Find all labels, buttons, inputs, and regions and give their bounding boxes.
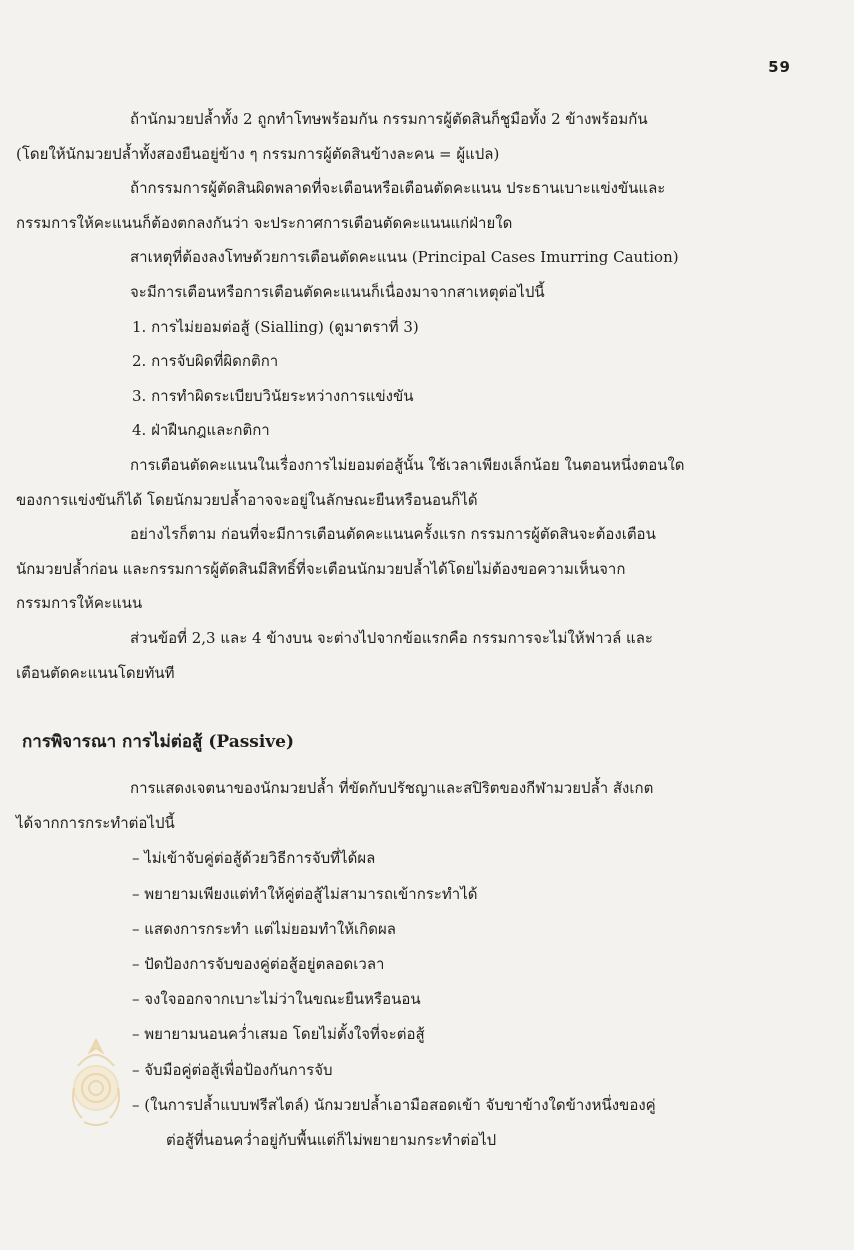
text-line: ถ้ากรรมการผู้ตัดสินผิดพลาดที่จะเตือนหรือเตือนตัดคะแนน ประธานเบาะแข่งขันและ [130,179,666,198]
text-line: (โดยให้นักมวยปล้ำทั้งสองยืนอยู่ข้าง ๆ กรรมการผู้ตัดสินข้างละคน = ผู้แปล) [16,144,500,163]
text-line: ส่วนข้อที่ 2,3 และ 4 ข้างบน จะต่างไปจากข้อแรกคือ กรรมการจะไม่ให้ฟาวล์ และ [130,629,653,647]
text-line: – พยายามนอนคว่ำเสมอ โดยไม่ตั้งใจที่จะต่อสู้ [132,1025,425,1044]
text-line: ต่อสู้ที่นอนคว่ำอยู่กับพื้นแต่ก็ไม่พยายามกระทำต่อไป [166,1131,497,1149]
text-line: – พยายามเพียงแต่ทำให้คู่ต่อสู้ไม่สามารถเข้ากระทำได้ [132,884,478,903]
text-line: เตือนตัดคะแนนโดยทันที [16,663,175,682]
text-line: – แสดงการกระทำ แต่ไม่ยอมทำให้เกิดผล [132,919,396,938]
text-line: – จงใจออกจากเบาะไม่ว่าในขณะยืนหรือนอน [132,990,421,1009]
text-line: ถ้านักมวยปล้ำทั้ง 2 ถูกทำโทษพร้อมกัน กรรมการผู้ตัดสินก็ชูมือทั้ง 2 ข้างพร้อมกัน [130,110,648,128]
text-line: อย่างไรก็ตาม ก่อนที่จะมีการเตือนตัดคะแนนครั้งแรก กรรมการผู้ตัดสินจะต้องเตือน [130,525,656,544]
text-line: 1. การไม่ยอมต่อสู้ (Sialling) (ดูมาตราที่ 3) [132,317,419,336]
text-line: จะมีการเตือนหรือการเตือนตัดคะแนนก็เนื่องมาจากสาเหตุต่อไปนี้ [130,283,545,301]
text-line: – ไม่เข้าจับคู่ต่อสู้ด้วยวิธีการจับที่ได้ผล [132,849,376,868]
page-number: 59 [768,58,791,76]
watermark-seal-icon [64,1036,128,1128]
text-line: กรรมการให้คะแนนก็ต้องตกลงกันว่า จะประกาศการเตือนตัดคะแนนแก่ฝ่ายใด [16,213,513,232]
section-heading: การพิจารณา การไม่ต่อสู้ (Passive) [22,732,295,752]
text-line: 4. ฝ่าฝืนกฎและกติกา [132,421,270,440]
text-line: 2. การจับผิดที่ผิดกติกา [132,352,279,371]
text-line: – (ในการปล้ำแบบฟรีสไตล์) นักมวยปล้ำเอามือสอดเข้า จับขาข้างใดข้างหนึ่งของคู่ [132,1095,656,1114]
text-line: สาเหตุที่ต้องลงโทษด้วยการเตือนตัดคะแนน (Principal Cases Imurring Caution) [130,248,679,267]
text-line: การแสดงเจตนาของนักมวยปล้ำ ที่ขัดกับปรัชญาและสปิริตของกีฬามวยปล้ำ สังเกต [130,779,654,797]
text-line: การเตือนตัดคะแนนในเรื่องการไม่ยอมต่อสู้นั้น ใช้เวลาเพียงเล็กน้อย ในตอนหนึ่งตอนใด [130,456,685,474]
text-line: นักมวยปล้ำก่อน และกรรมการผู้ตัดสินมีสิทธิ์ที่จะเตือนนักมวยปล้ำได้โดยไม่ต้องขอความเห็นจาก [16,559,626,578]
text-line: ได้จากการกระทำต่อไปนี้ [16,814,175,833]
text-line: กรรมการให้คะแนน [16,594,143,613]
text-line: 3. การทำผิดระเบียบวินัยระหว่างการแข่งขัน [132,386,414,405]
text-line: – ปัดป้องการจับของคู่ต่อสู้อยู่ตลอดเวลา [132,955,385,973]
text-line: ของการแข่งขันก็ได้ โดยนักมวยปล้ำอาจจะอยู่ในลักษณะยืนหรือนอนก็ได้ [16,490,478,509]
text-line: – จับมือคู่ต่อสู้เพื่อป้องกันการจับ [132,1060,333,1079]
